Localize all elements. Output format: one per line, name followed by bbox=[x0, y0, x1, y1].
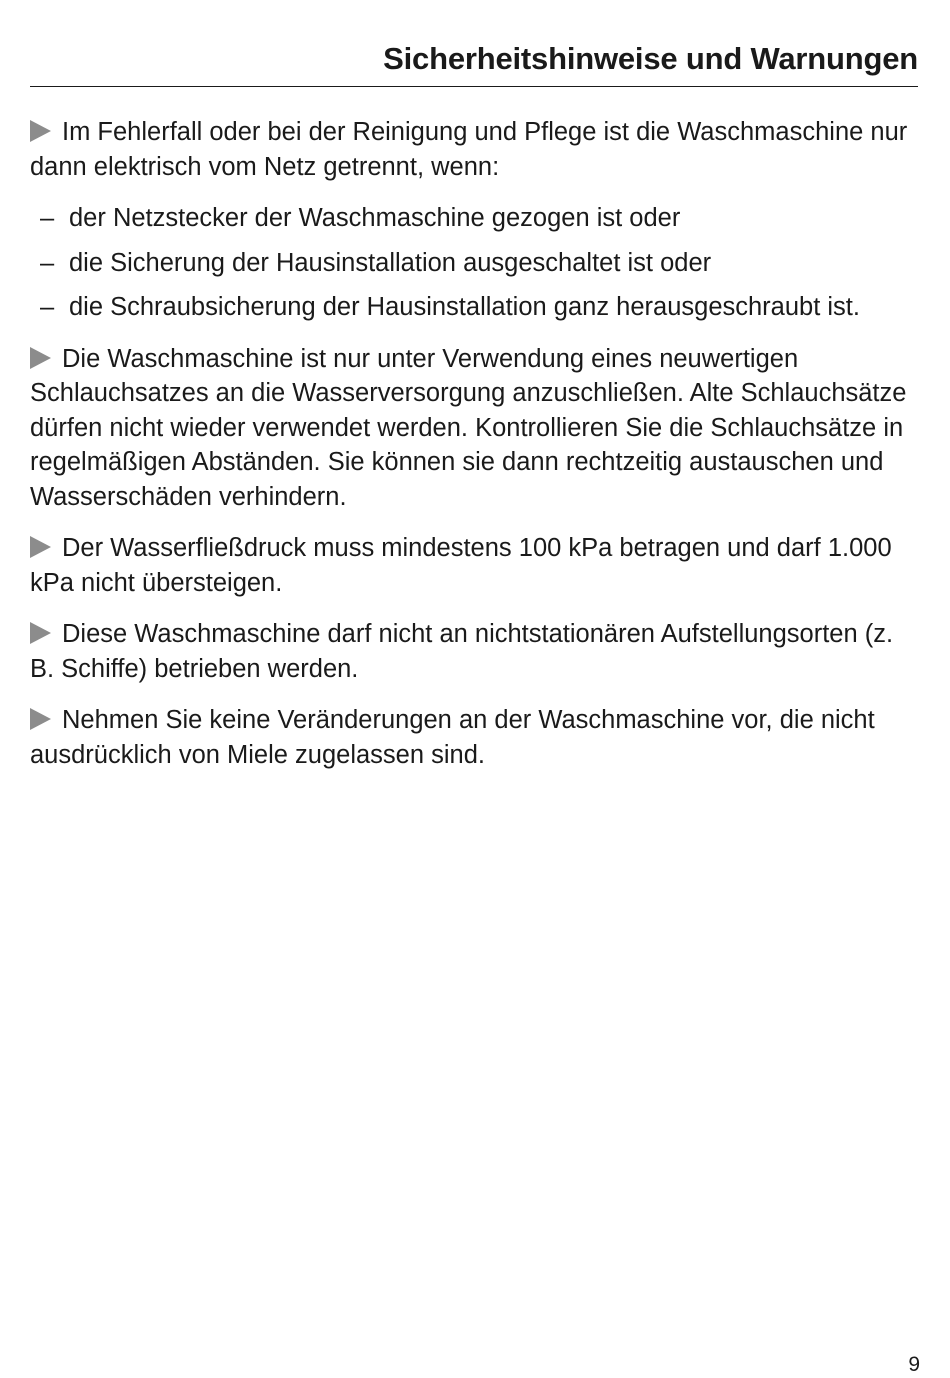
paragraph-text: Die Waschmaschine ist nur unter Verwendung eines neuwertigen Schlauchsatzes an die Wasserversorgung anzuschließen. Alte Schlauchsätze dürfen nicht wieder verwendet werden. Kontrollieren Sie die Schlauchsätze in regelmäßigen Abständen. Sie können sie dann rechtzeitig austauschen und Wasserschäden verhindern. bbox=[30, 344, 907, 511]
triangle-bullet-icon bbox=[30, 536, 51, 558]
paragraph-text: Der Wasserfließdruck muss mindestens 100 kPa betragen und darf 1.000 kPa nicht übersteigen. bbox=[30, 534, 892, 597]
paragraph-modifications bbox=[30, 703, 920, 772]
paragraph-text: Diese Waschmaschine darf nicht an nichtstationären Aufstellungsorten (z. B. Schiffe) betrieben werden. bbox=[30, 620, 894, 683]
list-item bbox=[30, 201, 920, 236]
page-number: 9 bbox=[908, 1353, 920, 1376]
page-title: Sicherheitshinweise und Warnungen bbox=[383, 41, 918, 76]
triangle-bullet-icon bbox=[30, 622, 51, 644]
list-item-text: die Schraubsicherung der Hausinstallation ganz herausgeschraubt ist. bbox=[69, 293, 860, 321]
dash-bullet: – bbox=[40, 248, 55, 277]
paragraph-text: Im Fehlerfall oder bei der Reinigung und Pflege ist die Waschmaschine nur dann elektrisch vom Netz getrennt, wenn: bbox=[30, 118, 908, 181]
disconnect-conditions-list bbox=[30, 201, 920, 325]
dash-bullet: – bbox=[40, 293, 55, 321]
paragraph-power-disconnect bbox=[30, 115, 920, 184]
list-item-text: der Netzstecker der Waschmaschine gezogen ist oder bbox=[69, 204, 681, 232]
paragraph-water-pressure bbox=[30, 531, 920, 600]
triangle-bullet-icon bbox=[30, 347, 51, 369]
triangle-bullet-icon bbox=[30, 120, 51, 142]
list-item-text: die Sicherung der Hausinstallation ausgeschaltet ist oder bbox=[69, 248, 712, 277]
main-content bbox=[30, 115, 920, 789]
paragraph-installation-location bbox=[30, 617, 920, 686]
paragraph-hose-sets bbox=[30, 342, 920, 515]
paragraph-text: Nehmen Sie keine Veränderungen an der Waschmaschine vor, die nicht ausdrücklich von Miele zugelassen sind. bbox=[30, 706, 875, 769]
dash-bullet: – bbox=[40, 204, 55, 232]
triangle-bullet-icon bbox=[30, 708, 51, 730]
list-item bbox=[30, 290, 920, 325]
list-item bbox=[30, 246, 920, 281]
page-header bbox=[30, 36, 918, 87]
